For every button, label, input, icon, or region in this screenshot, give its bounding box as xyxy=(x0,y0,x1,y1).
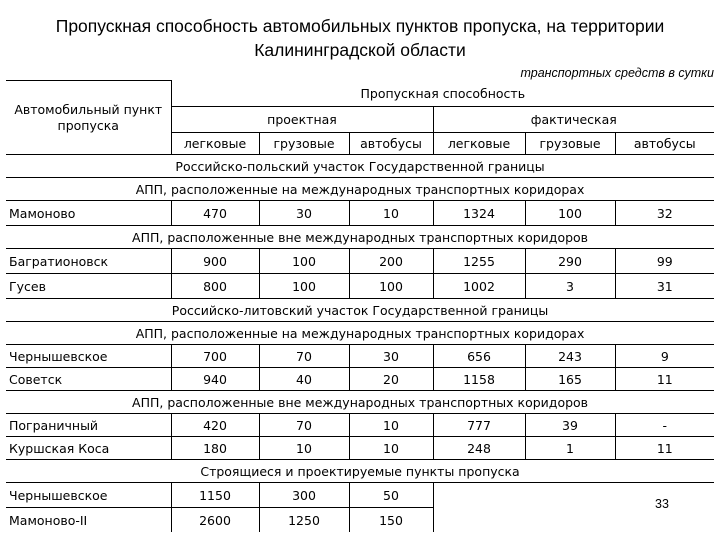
cell-design-buses: 10 xyxy=(349,414,433,437)
header-design: проектная xyxy=(171,107,433,133)
cell-actual-cars: 1324 xyxy=(433,201,525,226)
cell-design-cars: 940 xyxy=(171,368,259,391)
cell-design-cars: 800 xyxy=(171,274,259,299)
cell-design-cars: 470 xyxy=(171,201,259,226)
section-heading: Российско-литовский участок Государственной границы xyxy=(6,299,714,322)
cell-actual-trucks: 100 xyxy=(525,201,615,226)
subsection-heading: АПП, расположенные вне международных транспортных коридоров xyxy=(6,226,714,249)
cell-actual-cars: 1255 xyxy=(433,249,525,274)
row-name: Чернышевское xyxy=(6,345,171,368)
cell-actual-cars: 777 xyxy=(433,414,525,437)
cell-design-buses: 150 xyxy=(349,508,433,533)
cell-actual-cars: 248 xyxy=(433,437,525,460)
cell-design-trucks: 100 xyxy=(259,274,349,299)
row-name: Пограничный xyxy=(6,414,171,437)
row-name: Мамоново xyxy=(6,201,171,226)
cell-design-buses: 10 xyxy=(349,201,433,226)
cell-design-cars: 180 xyxy=(171,437,259,460)
header-design-buses: автобусы xyxy=(349,133,433,155)
cell-design-buses: 100 xyxy=(349,274,433,299)
cell-actual-buses: 31 xyxy=(615,274,714,299)
cell-design-buses: 10 xyxy=(349,437,433,460)
header-actual-trucks: грузовые xyxy=(525,133,615,155)
cell-actual-trucks: 1 xyxy=(525,437,615,460)
subsection-heading: АПП, расположенные на международных транспортных коридорах xyxy=(6,322,714,345)
header-actual-cars: легковые xyxy=(433,133,525,155)
cell-design-buses: 20 xyxy=(349,368,433,391)
row-name: Советск xyxy=(6,368,171,391)
header-design-cars: легковые xyxy=(171,133,259,155)
page-title: Пропускная способность автомобильных пунктов пропуска, на территории Калининградской области xyxy=(55,16,665,60)
cell-design-cars: 420 xyxy=(171,414,259,437)
cell-design-cars: 700 xyxy=(171,345,259,368)
cell-design-trucks: 1250 xyxy=(259,508,349,533)
cell-design-trucks: 70 xyxy=(259,414,349,437)
cell-actual-buses: 9 xyxy=(615,345,714,368)
empty-area xyxy=(433,483,714,533)
cell-actual-buses: 11 xyxy=(615,437,714,460)
header-point: Автомобильный пункт пропуска xyxy=(6,81,171,155)
header-actual: фактическая xyxy=(433,107,714,133)
subsection-heading: АПП, расположенные вне международных транспортных коридоров xyxy=(6,391,714,414)
header-capacity: Пропускная способность xyxy=(171,81,714,107)
cell-design-cars: 1150 xyxy=(171,483,259,508)
cell-design-cars: 900 xyxy=(171,249,259,274)
cell-design-trucks: 100 xyxy=(259,249,349,274)
cell-design-trucks: 40 xyxy=(259,368,349,391)
page-number: 33 xyxy=(655,497,669,511)
cell-actual-buses: - xyxy=(615,414,714,437)
cell-actual-buses: 11 xyxy=(615,368,714,391)
cell-actual-trucks: 243 xyxy=(525,345,615,368)
cell-actual-trucks: 290 xyxy=(525,249,615,274)
cell-design-trucks: 10 xyxy=(259,437,349,460)
cell-design-cars: 2600 xyxy=(171,508,259,533)
row-name: Куршская Коса xyxy=(6,437,171,460)
section-heading: Строящиеся и проектируемые пункты пропуска xyxy=(6,460,714,483)
cell-design-buses: 50 xyxy=(349,483,433,508)
cell-design-buses: 200 xyxy=(349,249,433,274)
cell-actual-cars: 1002 xyxy=(433,274,525,299)
row-name: Мамоново-II xyxy=(6,508,171,533)
cell-actual-buses: 99 xyxy=(615,249,714,274)
capacity-table xyxy=(6,80,714,532)
units-note: транспортных средств в сутки xyxy=(520,66,714,80)
header-actual-buses: автобусы xyxy=(615,133,714,155)
section-heading: Российско-польский участок Государственной границы xyxy=(6,155,714,178)
subsection-heading: АПП, расположенные на международных транспортных коридорах xyxy=(6,178,714,201)
row-name: Чернышевское xyxy=(6,483,171,508)
cell-design-trucks: 300 xyxy=(259,483,349,508)
cell-actual-buses: 32 xyxy=(615,201,714,226)
row-name: Багратионовск xyxy=(6,249,171,274)
cell-actual-cars: 1158 xyxy=(433,368,525,391)
cell-actual-cars: 656 xyxy=(433,345,525,368)
cell-design-buses: 30 xyxy=(349,345,433,368)
cell-actual-trucks: 3 xyxy=(525,274,615,299)
cell-actual-trucks: 165 xyxy=(525,368,615,391)
cell-actual-trucks: 39 xyxy=(525,414,615,437)
cell-design-trucks: 70 xyxy=(259,345,349,368)
header-design-trucks: грузовые xyxy=(259,133,349,155)
row-name: Гусев xyxy=(6,274,171,299)
cell-design-trucks: 30 xyxy=(259,201,349,226)
